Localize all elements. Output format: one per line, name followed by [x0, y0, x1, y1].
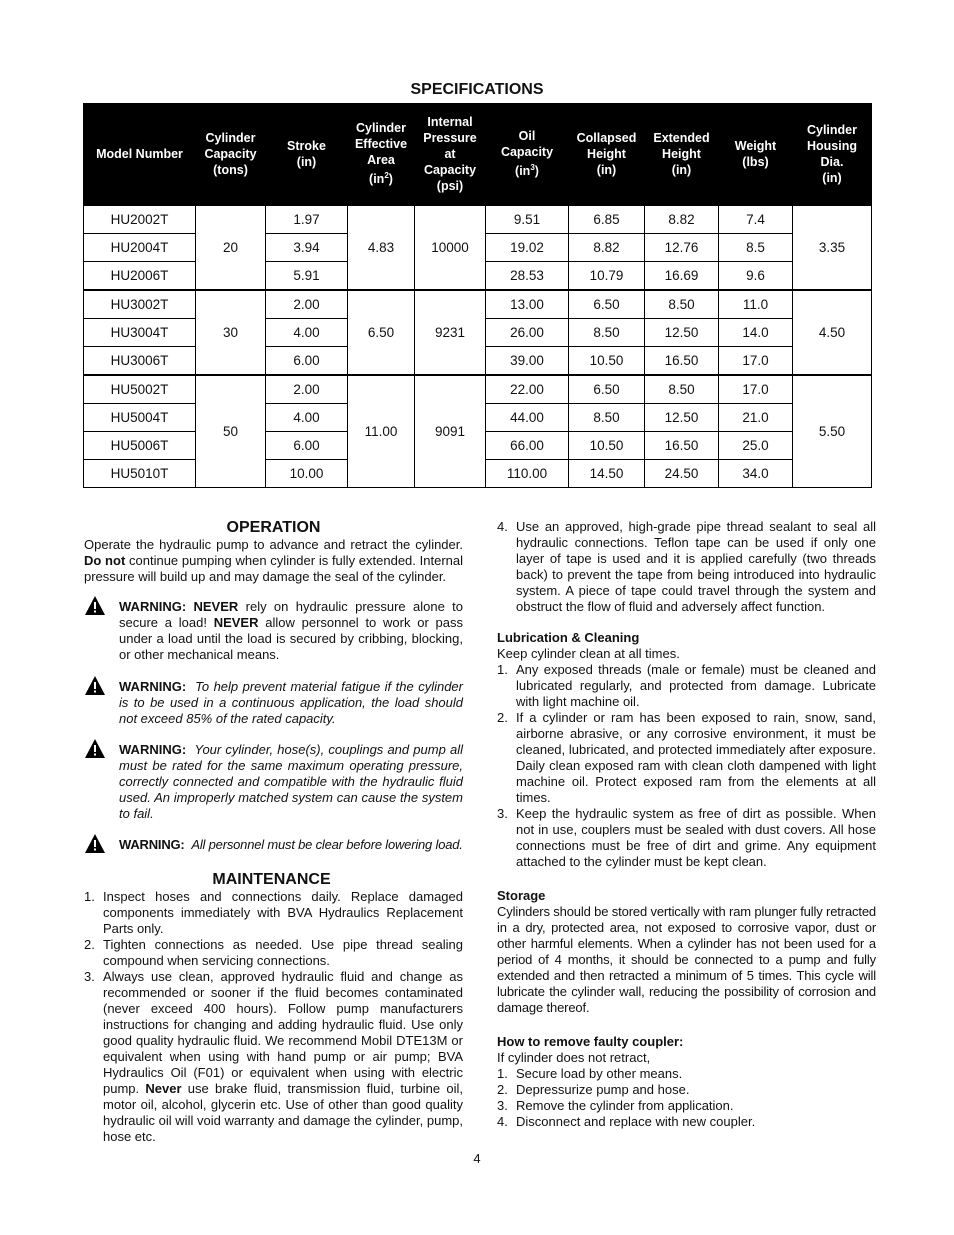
cell-oil: 66.00: [486, 432, 569, 460]
cell-collapsed: 6.85: [569, 205, 645, 234]
cell-collapsed: 14.50: [569, 460, 645, 488]
cell-model: HU5010T: [84, 460, 196, 488]
header-weight: Weight (lbs): [719, 104, 793, 206]
header-housing: Cylinder Housing Dia. (in): [793, 104, 872, 206]
warning-triangle-icon: [84, 675, 106, 697]
header-oil: Oil Capacity $(in^3)$: [486, 104, 569, 206]
cell-capacity: 30: [196, 290, 266, 375]
cell-extended: 16.50: [645, 432, 719, 460]
cell-extended: 12.76: [645, 234, 719, 262]
header-area: Cylinder Effective Area $(in^2)$: [348, 104, 415, 206]
cell-oil: 110.00: [486, 460, 569, 488]
warning-triangle-icon: [84, 595, 106, 617]
cell-extended: 16.69: [645, 262, 719, 291]
cell-collapsed: 8.82: [569, 234, 645, 262]
cell-housing: 5.50: [793, 375, 872, 488]
cell-weight: 11.0: [719, 290, 793, 319]
lubrication-intro: Keep cylinder clean at all times.: [497, 646, 680, 661]
cell-model: HU3002T: [84, 290, 196, 319]
table-row: [84, 375, 872, 404]
cell-model: HU2006T: [84, 262, 196, 291]
warning-triangle-icon: [84, 833, 106, 855]
list-item: 3. Remove the cylinder from application.: [497, 1098, 734, 1113]
cell-stroke: 4.00: [266, 319, 348, 347]
warning-block-1: WARNING: NEVER rely on hydraulic pressure alone to secure a load! NEVER allow personnel to work or pass under a load until the load is secured by cribbing, blocking, or other mechanical means.: [84, 599, 463, 663]
cell-weight: 34.0: [719, 460, 793, 488]
maintenance-list-continued: [497, 519, 876, 615]
cell-collapsed: 10.79: [569, 262, 645, 291]
maintenance-heading: MAINTENANCE: [212, 871, 331, 888]
list-item: 4. Disconnect and replace with new coupler.: [497, 1114, 756, 1129]
cell-capacity: 20: [196, 205, 266, 290]
specifications-table: [83, 103, 872, 488]
cell-weight: 17.0: [719, 375, 793, 404]
cell-area: 4.83: [348, 205, 415, 290]
list-item: 1. Any exposed threads (male or female) must be cleaned and lubricated regularly, and protected from damage. Lubricate with light machine oil.: [497, 662, 876, 709]
cell-oil: 9.51: [486, 205, 569, 234]
header-capacity: Cylinder Capacity (tons): [196, 104, 266, 206]
page-number: 4: [473, 1151, 481, 1166]
header-pressure: Internal Pressure at Capacity (psi): [415, 104, 486, 206]
specifications-title: SPECIFICATIONS: [410, 81, 544, 98]
cell-weight: 8.5: [719, 234, 793, 262]
cell-collapsed: 8.50: [569, 404, 645, 432]
cell-weight: 9.6: [719, 262, 793, 291]
cell-oil: 39.00: [486, 347, 569, 376]
cell-capacity: 50: [196, 375, 266, 488]
cell-oil: 22.00: [486, 375, 569, 404]
cell-model: HU3004T: [84, 319, 196, 347]
cell-oil: 44.00: [486, 404, 569, 432]
cell-pressure: 9091: [415, 375, 486, 488]
cell-model: HU2004T: [84, 234, 196, 262]
cell-weight: 21.0: [719, 404, 793, 432]
cell-extended: 8.50: [645, 375, 719, 404]
cell-model: HU5004T: [84, 404, 196, 432]
warning-block-4: WARNING: All personnel must be clear before lowering load.: [84, 837, 463, 853]
header-model: Model Number: [84, 104, 196, 206]
header-collapsed: Collapsed Height (in): [569, 104, 645, 206]
cell-pressure: 10000: [415, 205, 486, 290]
cell-collapsed: 8.50: [569, 319, 645, 347]
lubrication-heading: Lubrication & Cleaning: [497, 630, 640, 645]
list-item: 1. Secure load by other means.: [497, 1066, 683, 1081]
cell-extended: 12.50: [645, 319, 719, 347]
coupler-heading: How to remove faulty coupler:: [497, 1034, 684, 1049]
cell-extended: 8.50: [645, 290, 719, 319]
cell-extended: 12.50: [645, 404, 719, 432]
warning-triangle-icon: [84, 738, 106, 760]
cell-stroke: 2.00: [266, 375, 348, 404]
cell-oil: 26.00: [486, 319, 569, 347]
cell-stroke: 6.00: [266, 432, 348, 460]
cell-model: HU5006T: [84, 432, 196, 460]
cell-extended: 16.50: [645, 347, 719, 376]
cell-stroke: 1.97: [266, 205, 348, 234]
cell-collapsed: 10.50: [569, 347, 645, 376]
list-item: 1. Inspect hoses and connections daily. Replace damaged components immediately with BVA Hydraulics Replacement Parts only.: [84, 889, 463, 936]
list-item: 2. Tighten connections as needed. Use pipe thread sealing compound when servicing connections.: [84, 937, 463, 968]
coupler-list: [497, 1066, 876, 1130]
table-row: [84, 205, 872, 234]
cell-weight: 7.4: [719, 205, 793, 234]
cell-stroke: 2.00: [266, 290, 348, 319]
cell-weight: 25.0: [719, 432, 793, 460]
cell-model: HU3006T: [84, 347, 196, 376]
cell-stroke: 10.00: [266, 460, 348, 488]
warning-block-3: WARNING: Your cylinder, hose(s), couplings and pump all must be rated for the same maximum operating pressure, correctly connected and compatible with the hydraulic fluid used. An improperly matched system can cause the system to fail.: [84, 742, 463, 822]
cell-stroke: 6.00: [266, 347, 348, 376]
cell-stroke: 5.91: [266, 262, 348, 291]
cell-oil: 13.00: [486, 290, 569, 319]
maintenance-list: [84, 889, 463, 1145]
cell-weight: 14.0: [719, 319, 793, 347]
list-item: 2. Depressurize pump and hose.: [497, 1082, 690, 1097]
cell-weight: 17.0: [719, 347, 793, 376]
list-item: 2. If a cylinder or ram has been exposed to rain, snow, sand, airborne abrasive, or any corrosive environment, it must be cleaned, lubricated, and protected immediately after exposure. Daily clean exposed ram with clean cloth dampened with light machine oil. Protect exposed ram from the elements at all times.: [497, 710, 876, 805]
right-column: [497, 519, 876, 1130]
cell-housing: 3.35: [793, 205, 872, 290]
cell-area: 6.50: [348, 290, 415, 375]
cell-extended: 8.82: [645, 205, 719, 234]
cell-pressure: 9231: [415, 290, 486, 375]
cell-collapsed: 6.50: [569, 290, 645, 319]
storage-heading: Storage: [497, 888, 546, 903]
cell-model: HU2002T: [84, 205, 196, 234]
cell-collapsed: 6.50: [569, 375, 645, 404]
cell-stroke: 4.00: [266, 404, 348, 432]
cell-area: 11.00: [348, 375, 415, 488]
lubrication-list: [497, 662, 876, 870]
table-header-row: [84, 104, 872, 206]
cell-model: HU5002T: [84, 375, 196, 404]
operation-intro: Operate the hydraulic pump to advance and retract the cylinder. Do not continue pumping when cylinder is fully extended. Internal pressure will build up and may damage the seal of the cylinder.: [84, 537, 463, 584]
header-extended: Extended Height (in): [645, 104, 719, 206]
left-column: [84, 519, 463, 1145]
cell-extended: 24.50: [645, 460, 719, 488]
list-item: 4. Use an approved, high-grade pipe thread sealant to seal all hydraulic connections. Teflon tape can be used if only one layer of tape is used and it is applied carefully (two threads back) to prevent the tape from being introduced into hydraulic system. A piece of tape could travel through the system and obstruct the flow of fluid and adversely affect function.: [497, 519, 876, 614]
table-row: [84, 290, 872, 319]
storage-text: Cylinders should be stored vertically with ram plunger fully retracted in a dry, protected area, not exposed to corrosive vapor, dust or other harmful elements. When a cylinder has not been used for a period of 4 months, it should be connected to a pump and fully extended and then retracted a minimum of 5 times. This cycle will lubricate the cylinder wall, reducing the possibility of corrosion and damage thereof.: [497, 904, 876, 1015]
cell-stroke: 3.94: [266, 234, 348, 262]
cell-collapsed: 10.50: [569, 432, 645, 460]
header-stroke: Stroke (in): [266, 104, 348, 206]
list-item: 3. Always use clean, approved hydraulic fluid and change as recommended or sooner if the fluid becomes contaminated (never exceed 400 hours). Follow pump manufacturers instructions for changing and adding hydraulic fluid. Use only good quality hydraulic fluid. We recommend Mobil DTE13M or equivalent when using with hand pump or air pump; BVA Hydraulics Oil (F01) or equivalent when using with electric pump. Never use brake fluid, transmission fluid, turbine oil, motor oil, alcohol, glycerin etc. Use of other than good quality hydraulic oil will void warranty and damage the cylinder, pump, hose etc.: [84, 969, 464, 1144]
cell-oil: 28.53: [486, 262, 569, 291]
cell-oil: 19.02: [486, 234, 569, 262]
list-item: 3. Keep the hydraulic system as free of dirt as possible. When not in use, couplers must be sealed with dust covers. All hose connections must be free of dirt and grime. Any equipment attached to the cylinder must be kept clean.: [497, 806, 876, 869]
cell-housing: 4.50: [793, 290, 872, 375]
coupler-intro: If cylinder does not retract,: [497, 1050, 651, 1065]
operation-heading: OPERATION: [226, 519, 321, 536]
warning-block-2: WARNING: To help prevent material fatigue if the cylinder is to be used in a continuous application, the load should not exceed 85% of the rated capacity.: [84, 679, 463, 727]
